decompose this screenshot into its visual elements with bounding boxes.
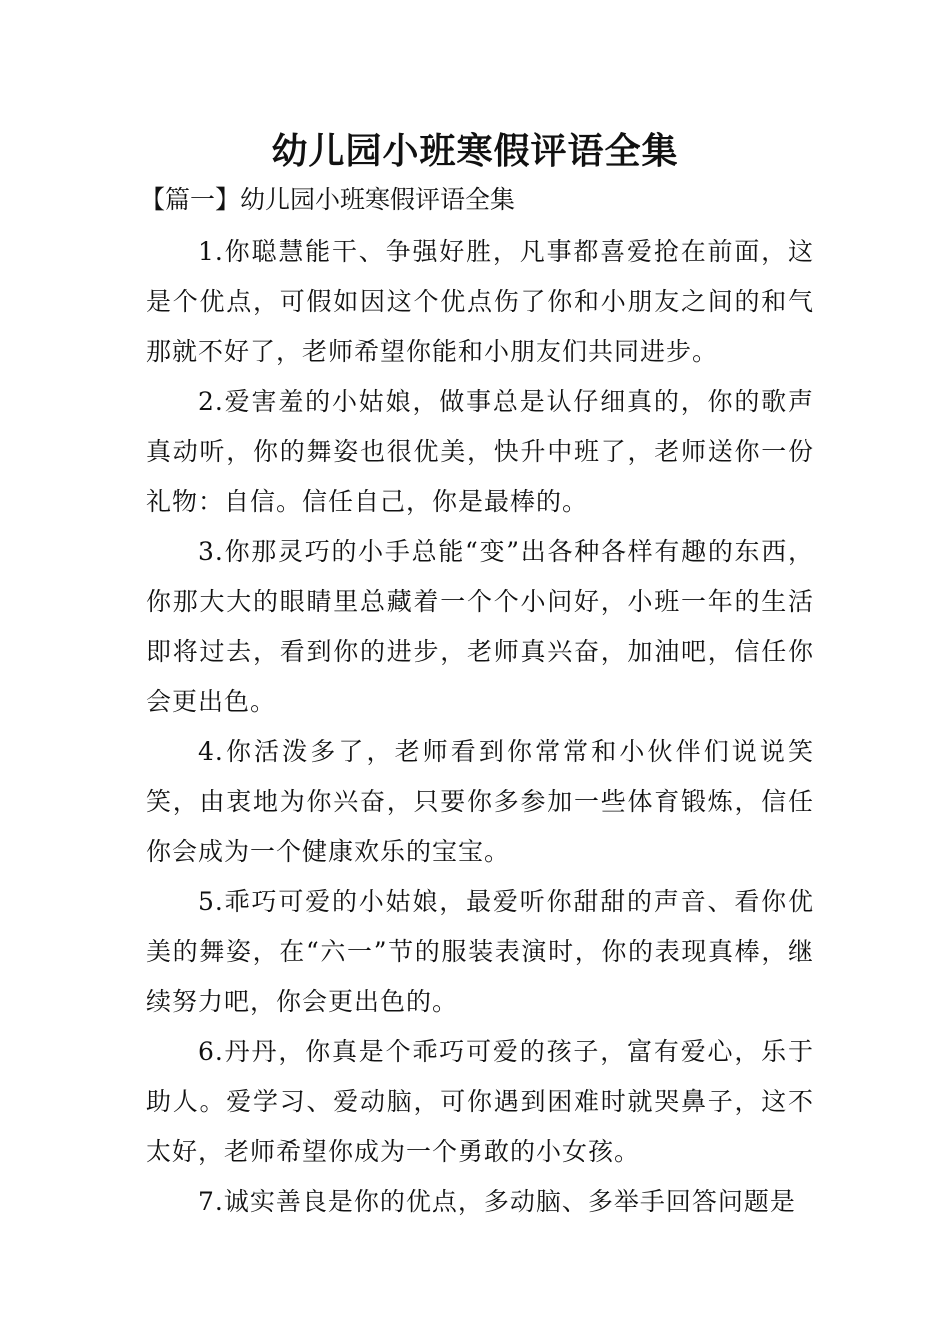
paragraph-4: 4.你活泼多了，老师看到你常常和小伙伴们说说笑笑，由衷地为你兴奋，只要你多参加一些体育锻炼，信任你会成为一个健康欢乐的宝宝。 — [146, 737, 814, 866]
paragraph-6: 6.丹丹，你真是个乖巧可爱的孩子，富有爱心，乐于助人。爱学习、爱动脑，可你遇到困难时就哭鼻子，这不太好，老师希望你成为一个勇敢的小女孩。 — [146, 1037, 814, 1166]
document-title: 幼儿园小班寒假评语全集 — [271, 130, 679, 172]
section-heading: 【篇一】幼儿园小班寒假评语全集 — [140, 185, 516, 214]
paragraph-1: 1.你聪慧能干、争强好胜，凡事都喜爱抢在前面，这是个优点，可假如因这个优点伤了你和小朋友之间的和气那就不好了，老师希望你能和小朋友们共同进步。 — [146, 237, 814, 366]
paragraph-5: 5.乖巧可爱的小姑娘，最爱听你甜甜的声音、看你优美的舞姿，在“六一”节的服装表演时，你的表现真棒，继续努力吧，你会更出色的。 — [146, 887, 814, 1016]
paragraph-2: 2.爱害羞的小姑娘，做事总是认仔细真的，你的歌声真动听，你的舞姿也很优美，快升中班了，老师送你一份礼物：自信。信任自己，你是最棒的。 — [146, 387, 814, 516]
document-body — [146, 227, 814, 1227]
paragraph-3: 3.你那灵巧的小手总能“变”出各种各样有趣的东西，你那大大的眼睛里总藏着一个个小问好，小班一年的生活即将过去，看到你的进步，老师真兴奋，加油吧，信任你会更出色。 — [146, 537, 814, 716]
paragraph-7: 7.诚实善良是你的优点，多动脑、多举手回答问题是 — [198, 1187, 796, 1216]
